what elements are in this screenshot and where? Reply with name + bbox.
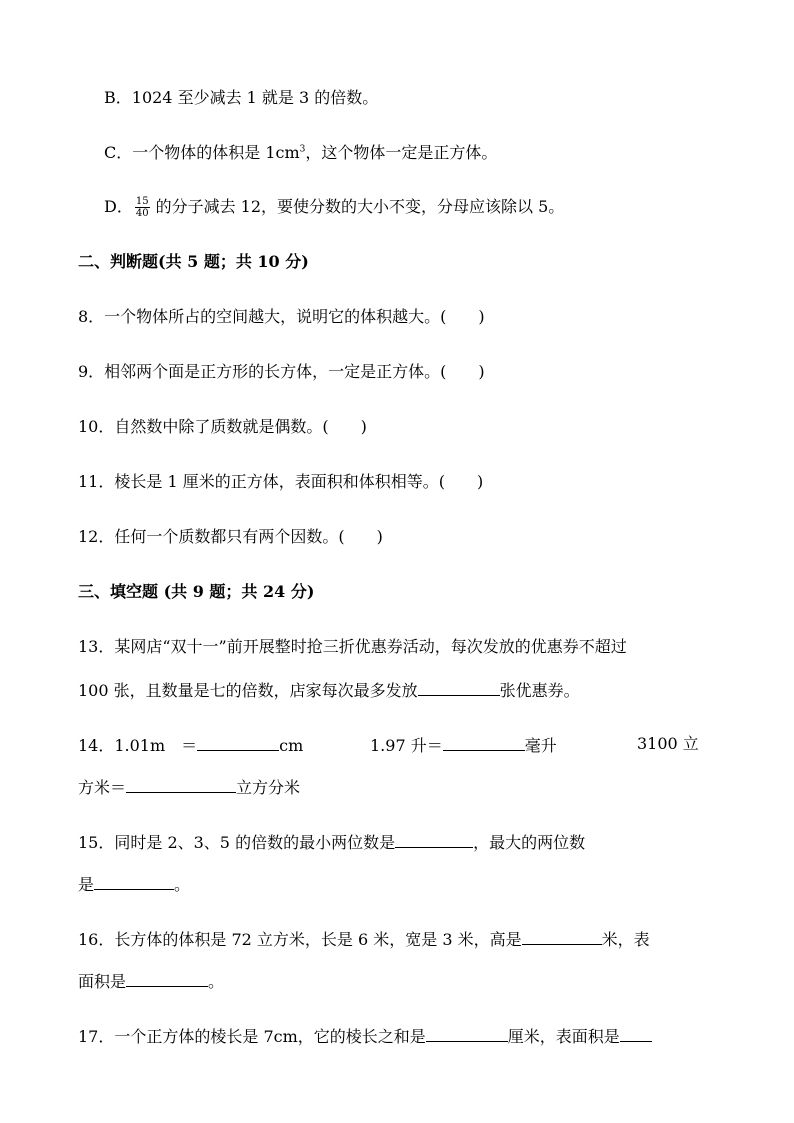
q14-blank-1[interactable] (197, 734, 279, 751)
option-b (104, 88, 378, 108)
question-14-line-2 (78, 776, 300, 798)
option-c-text-b: ，这个物体一定是正方体。 (305, 143, 498, 162)
q14-blank-2[interactable] (443, 734, 525, 751)
q17-text-a: 17．一个正方体的棱长是 7cm，它的棱长之和是 (78, 1027, 426, 1046)
q15-text-d: 。 (174, 875, 191, 894)
option-d-fraction (135, 196, 150, 219)
q14-part-1: 14．1.01m ＝ (78, 736, 198, 755)
q13-text-a: 100 张，且数量是七的倍数，店家每次最多发放 (78, 681, 418, 700)
fraction-numerator: 15 (135, 196, 149, 207)
question-14-line-1 (78, 734, 303, 756)
q16-blank-1[interactable] (522, 928, 602, 945)
question-14-line-1-end: 3100 立 (637, 734, 699, 753)
question-15-line-2 (78, 873, 190, 895)
option-d (104, 196, 564, 219)
question-16-line-1 (78, 928, 650, 950)
question-8: 8．一个物体所占的空间越大，说明它的体积越大。( ) (78, 307, 485, 326)
q13-answer-blank[interactable] (418, 679, 500, 696)
question-9: 9．相邻两个面是正方形的长方体，一定是正方体。( ) (78, 362, 485, 381)
question-16-line-2 (78, 970, 224, 992)
option-b-text: 1024 至少减去 1 就是 3 的倍数。 (131, 88, 379, 107)
q16-text-a: 16．长方体的体积是 72 立方米，长是 6 米，宽是 3 米，高是 (78, 930, 522, 949)
question-12: 12．任何一个质数都只有两个因数。( ) (78, 527, 383, 546)
q17-text-b: 厘米，表面积是 (507, 1027, 620, 1046)
section-2-heading: 二、判断题(共 5 题；共 10 分) (78, 252, 309, 271)
question-14-line-1-mid (370, 734, 557, 756)
question-10: 10．自然数中除了质数就是偶数。( ) (78, 417, 367, 436)
q15-text-c: 是 (78, 875, 95, 894)
question-15-line-1 (78, 831, 585, 853)
option-b-label: B． (104, 88, 132, 107)
option-c (104, 143, 497, 163)
q16-text-c: 面积是 (78, 972, 127, 991)
question-13-line-1: 13．某网店“双十一”前开展整时抢三折优惠券活动，每次发放的优惠券不超过 (78, 637, 627, 656)
q16-blank-2[interactable] (126, 970, 208, 987)
q16-text-d: 。 (208, 972, 225, 991)
q17-blank-1[interactable] (426, 1025, 508, 1042)
question-13-line-2 (78, 679, 580, 701)
q14-blank-3[interactable] (126, 776, 236, 793)
q14-part-3: 1.97 升＝ (370, 736, 443, 755)
option-c-label: C． (104, 143, 133, 162)
q15-text-a: 15．同时是 2、3、5 的倍数的最小两位数是 (78, 833, 396, 852)
question-11: 11．棱长是 1 厘米的正方体，表面积和体积相等。( ) (78, 472, 484, 491)
q14-text-a: 方米＝ (78, 778, 127, 797)
option-d-text: 的分子减去 12，要使分数的大小不变，分母应该除以 5。 (155, 197, 565, 216)
q15-blank-2[interactable] (94, 873, 174, 890)
fraction-denominator: 40 (135, 208, 149, 219)
q17-blank-2[interactable] (620, 1025, 652, 1042)
option-c-superscript: 3 (299, 144, 306, 155)
q14-part-4: 毫升 (524, 736, 557, 755)
q16-text-b: 米，表 (601, 930, 650, 949)
section-3-heading: 三、填空题 (共 9 题；共 24 分) (78, 582, 315, 601)
option-c-text-a: 一个物体的体积是 1cm (132, 143, 300, 162)
q14-part-2: cm (279, 736, 304, 755)
option-d-label: D． (104, 197, 133, 216)
q15-text-b: ，最大的两位数 (473, 833, 586, 852)
question-17-line-1 (78, 1025, 652, 1047)
q15-blank-1[interactable] (395, 831, 473, 848)
q13-text-b: 张优惠券。 (499, 681, 580, 700)
q14-text-b: 立方分米 (236, 778, 301, 797)
